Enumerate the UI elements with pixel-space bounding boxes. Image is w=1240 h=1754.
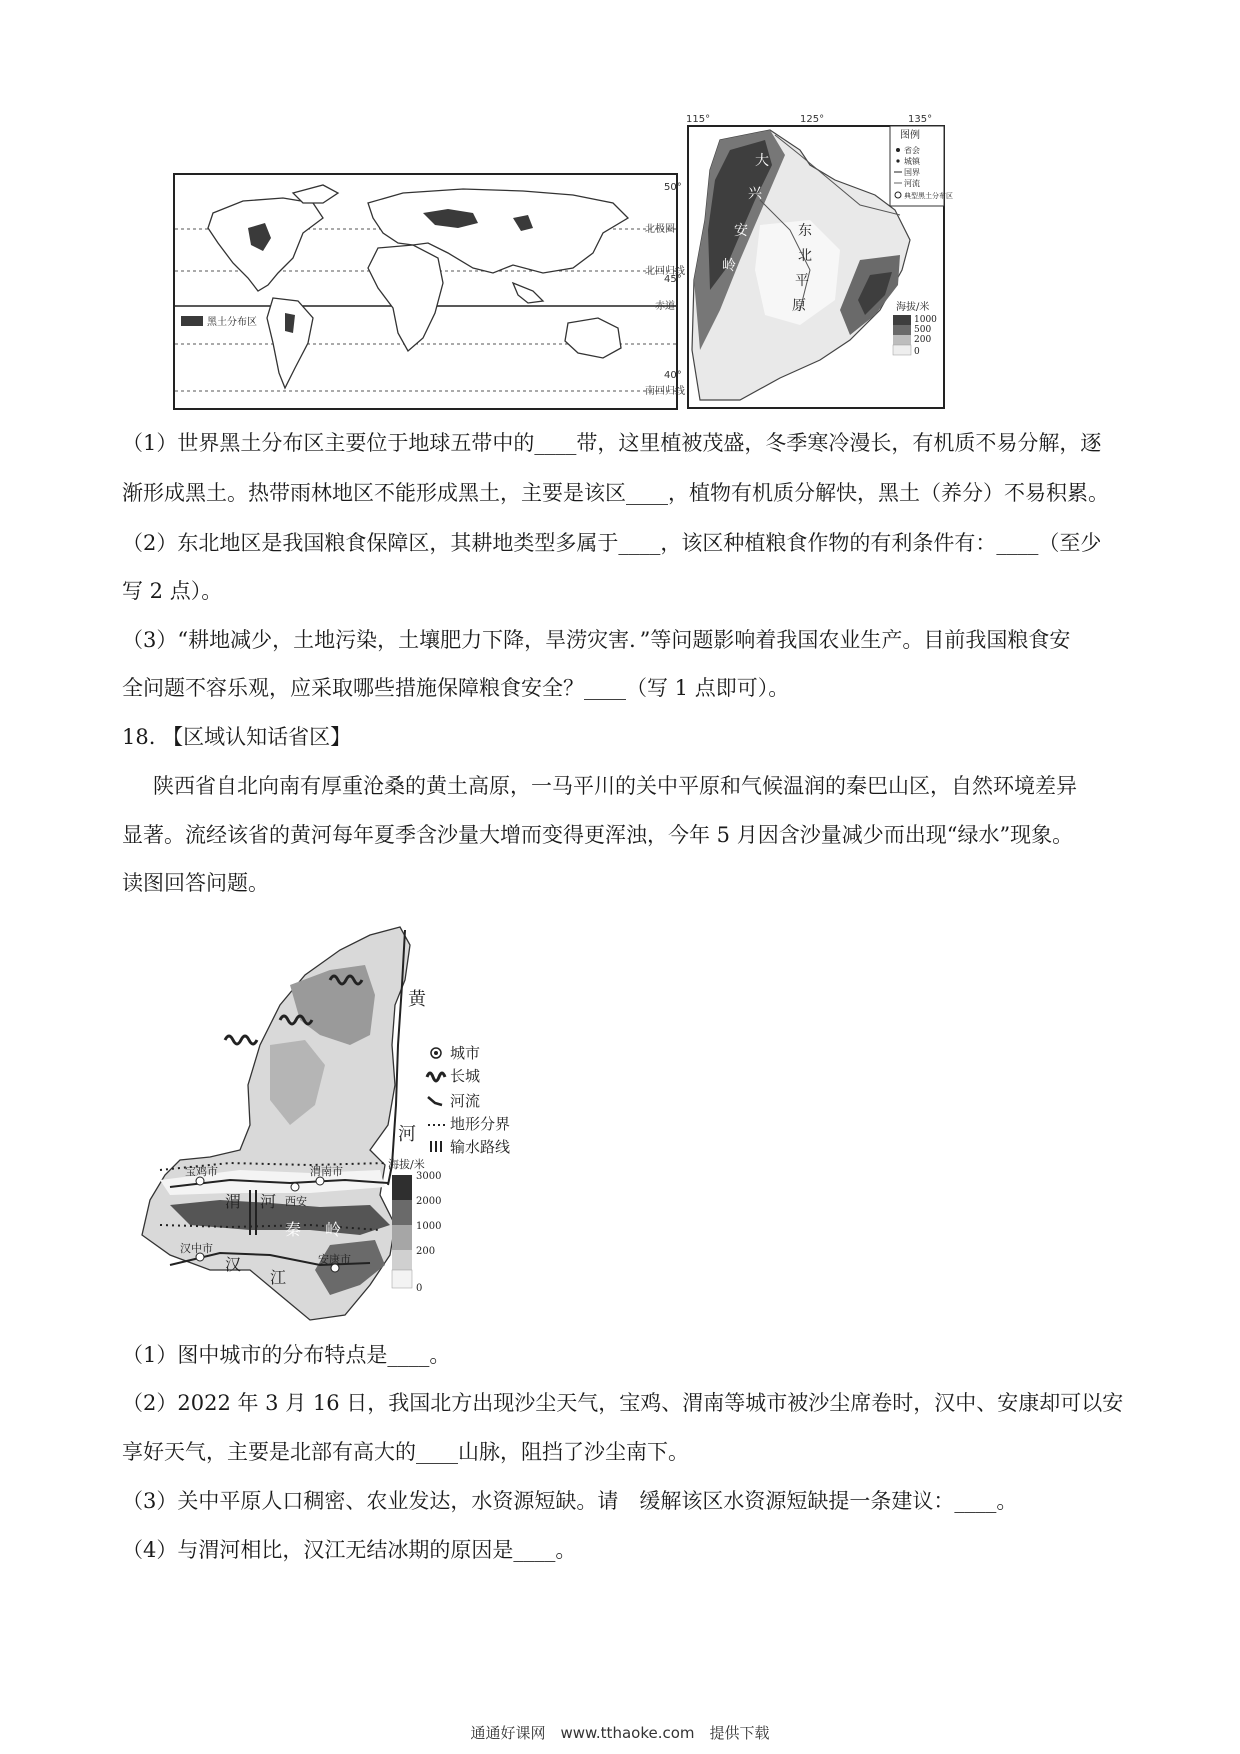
sx-label-jiang: 江 bbox=[270, 1268, 287, 1287]
sx-label-he: 河 bbox=[398, 1124, 416, 1145]
ne-char-1: 大 bbox=[755, 153, 769, 169]
equator-label: 赤道 bbox=[655, 301, 675, 312]
q17-part2-line1: （2）东北地区是我国粮食保障区，其耕地类型多属于____，该区种植粮食作物的有利条件有：____（至少 bbox=[122, 531, 1102, 555]
lat-50-label: 50° bbox=[664, 182, 682, 193]
sx-elev-0: 0 bbox=[416, 1283, 423, 1294]
sx-elev-3000: 3000 bbox=[416, 1171, 442, 1182]
ne-elev-500: 500 bbox=[914, 325, 932, 335]
ne-char-5: 东 bbox=[798, 223, 812, 239]
sx-label-wei-he: 河 bbox=[260, 1192, 277, 1211]
arctic-circle-label: 北极圈 bbox=[645, 224, 675, 235]
lat-40-label: 40° bbox=[664, 370, 682, 381]
tropic-cancer-label: 北回归线 bbox=[645, 266, 685, 277]
q18-heading: 18. 【区域认知话省区】 bbox=[122, 725, 352, 749]
q18-part1: （1）图中城市的分布特点是____。 bbox=[122, 1343, 451, 1367]
lon-115-label: 115° bbox=[686, 114, 711, 125]
ne-legend-item-4: 河流 bbox=[904, 179, 920, 188]
ne-legend-item-5: 典型黑土分布区 bbox=[904, 192, 953, 200]
ne-char-3: 安 bbox=[734, 223, 748, 239]
ne-elev-200: 200 bbox=[914, 335, 932, 345]
sx-label-ling: 岭 bbox=[325, 1220, 342, 1239]
ne-elev-title: 海拔/米 bbox=[896, 302, 930, 313]
ne-char-4: 岭 bbox=[722, 258, 736, 274]
ne-char-6: 北 bbox=[798, 248, 812, 264]
q18-part4: （4）与渭河相比，汉江无结冰期的原因是____。 bbox=[122, 1538, 577, 1562]
q18-intro-line3: 读图回答问题。 bbox=[122, 871, 269, 895]
q18-intro-line1: 陕西省自北向南有厚重沧桑的黄土高原，一马平川的关中平原和气候温润的秦巴山区，自然环境差异 bbox=[153, 774, 1077, 798]
world-legend-label: 黑土分布区 bbox=[207, 317, 257, 328]
ne-char-2: 兴 bbox=[748, 186, 762, 202]
sx-legend-city: 城市 bbox=[450, 1044, 481, 1062]
q17-part3-line1: （3）“耕地减少，土地污染，土壤肥力下降，旱涝灾害．”等问题影响着我国农业生产。目前我国粮食安 bbox=[122, 628, 1071, 652]
q17-part3-line2: 全问题不容乐观，应采取哪些措施保障粮食安全？____（写 1 点即可）。 bbox=[122, 676, 790, 700]
lon-135-label: 135° bbox=[908, 114, 933, 125]
sx-label-ankang: 安康市 bbox=[318, 1253, 351, 1266]
sx-elev-title: 海拔/米 bbox=[388, 1158, 425, 1171]
lon-125-label: 125° bbox=[800, 114, 825, 125]
q18-part2-line1: （2）2022 年 3 月 16 日，我国北方出现沙尘天气，宝鸡、渭南等城市被沙尘席卷时，汉中、安康却可以安 bbox=[122, 1391, 1124, 1415]
ne-legend-item-2: 城镇 bbox=[904, 157, 920, 166]
sx-label-hanzhong: 汉中市 bbox=[180, 1242, 213, 1255]
q18-intro-line2: 显著。流经该省的黄河每年夏季含沙量大增而变得更浑浊，今年 5 月因含沙量减少而出现“绿水”现象。 bbox=[122, 823, 1074, 847]
q17-part1-line1: （1）世界黑土分布区主要位于地球五带中的____带，这里植被茂盛，冬季寒冷漫长，有机质不易分解，逐 bbox=[122, 431, 1102, 455]
ne-legend-item-1: 省会 bbox=[904, 146, 920, 155]
sx-label-baoji: 宝鸡市 bbox=[185, 1165, 218, 1178]
sx-elev-1000: 1000 bbox=[416, 1221, 442, 1232]
sx-elev-2000: 2000 bbox=[416, 1196, 442, 1207]
ne-char-8: 原 bbox=[792, 298, 806, 314]
ne-legend-item-3: 国界 bbox=[904, 168, 920, 177]
sx-label-qin: 秦 bbox=[285, 1220, 302, 1239]
sx-legend-wall: 长城 bbox=[450, 1067, 481, 1085]
sx-legend-boundary: 地形分界 bbox=[450, 1115, 511, 1133]
ne-char-7: 平 bbox=[795, 273, 809, 289]
sx-elev-200: 200 bbox=[416, 1246, 436, 1257]
tropic-capricorn-label: 南回归线 bbox=[645, 386, 685, 397]
ne-legend-title: 图例 bbox=[900, 130, 920, 141]
shaanxi-map bbox=[130, 925, 550, 1325]
lat-45-label: 45° bbox=[664, 274, 682, 285]
q17-part2-line2: 写 2 点）。 bbox=[122, 579, 223, 603]
sx-label-weinan: 渭南市 bbox=[310, 1165, 343, 1178]
sx-label-huang: 黄 bbox=[408, 989, 426, 1010]
sx-label-wei: 渭 bbox=[225, 1192, 242, 1211]
sx-legend-transfer: 输水路线 bbox=[450, 1138, 511, 1156]
sx-label-xian: 西安 bbox=[285, 1195, 307, 1208]
q17-part1-line2: 渐形成黑土。热带雨林地区不能形成黑土，主要是该区____，植物有机质分解快，黑土（养分）不易积累。 bbox=[122, 481, 1109, 505]
world-black-soil-map bbox=[173, 173, 685, 410]
northeast-china-map bbox=[660, 110, 953, 410]
q18-part2-line2: 享好天气，主要是北部有高大的____山脉，阻挡了沙尘南下。 bbox=[122, 1440, 689, 1464]
ne-elev-1000: 1000 bbox=[914, 315, 937, 325]
q18-part3: （3）关中平原人口稠密、农业发达，水资源短缺。请 缓解该区水资源短缺提一条建议：____。 bbox=[122, 1489, 1018, 1513]
page-footer: 通通好课网 www.tthaoke.com 提供下载 bbox=[470, 1724, 770, 1742]
ne-elev-0: 0 bbox=[914, 347, 920, 357]
sx-legend-river: 河流 bbox=[450, 1092, 481, 1110]
sx-label-han: 汉 bbox=[225, 1255, 242, 1274]
